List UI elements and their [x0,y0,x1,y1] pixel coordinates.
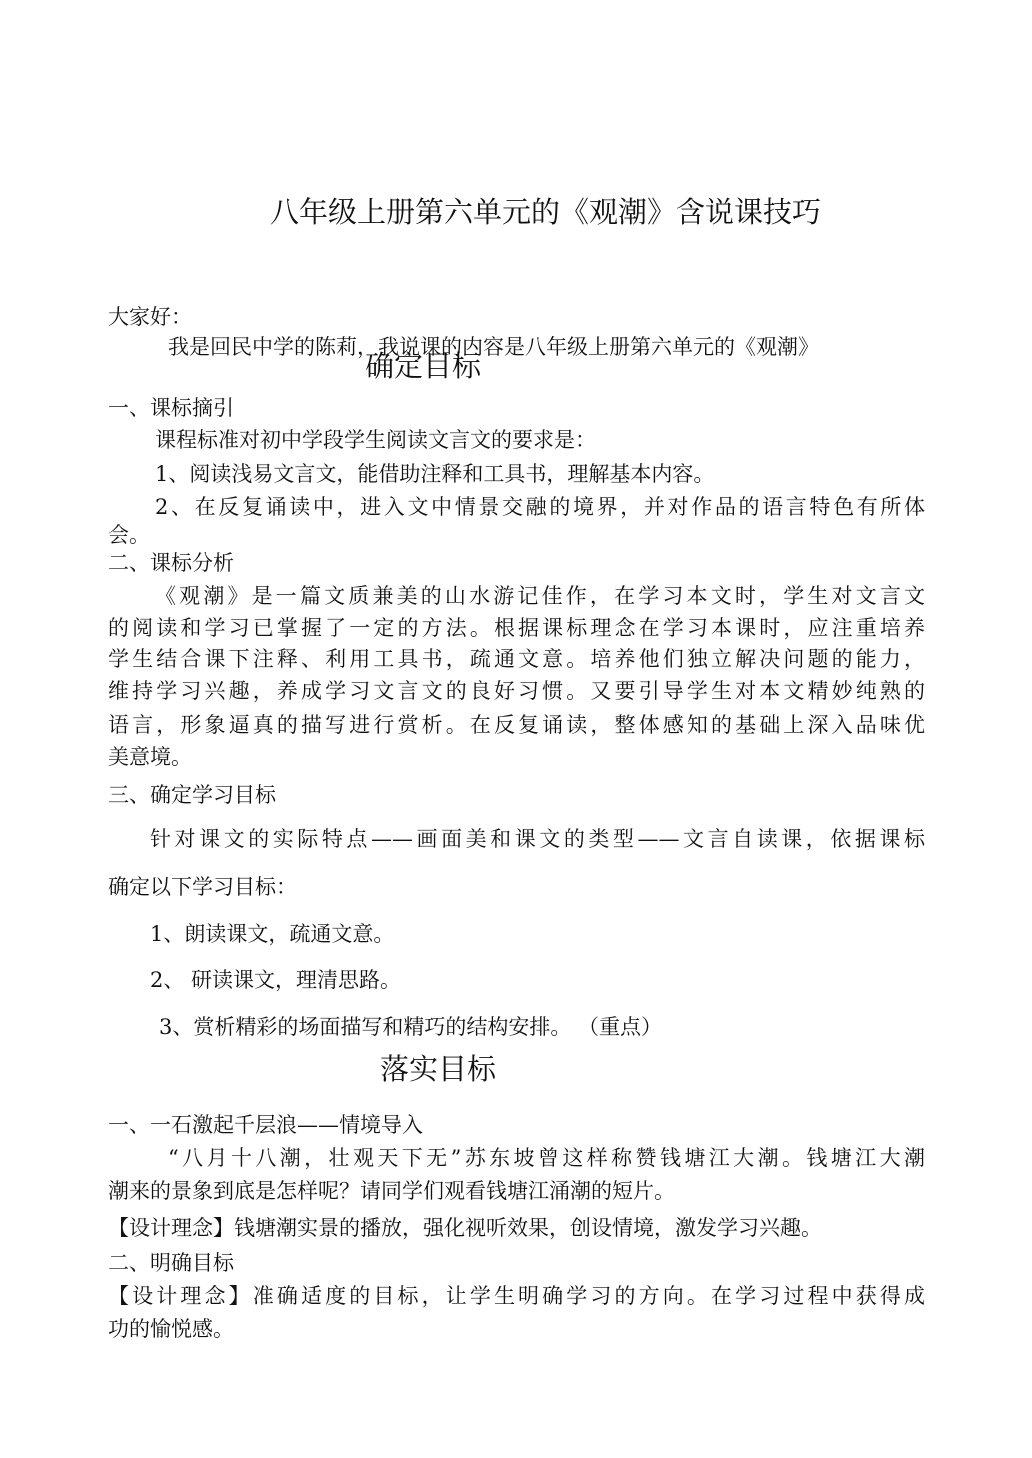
s3-goal-1: 1、朗读课文，疏通文意。 [150,922,395,946]
s2-title: 二、课标分析 [108,551,234,575]
s3-paragraph-line: 确定以下学习目标： [108,875,297,899]
s2-paragraph-line: 《观潮》是一篇文质兼美的山水游记佳作，在学习本文时，学生对文言文 [155,584,925,608]
greeting: 大家好： [108,305,192,329]
p1-text-line: “八月十八潮，壮观天下无”苏东坡曾这样称赞钱塘江大潮。钱塘江大潮 [168,1146,925,1170]
p1-title: 一、一石激起千层浪——情境导入 [108,1113,423,1137]
s1-title: 一、课标摘引 [108,396,234,420]
s1-item-1: 1、阅读浅易文言文，能借助注释和工具书，理解基本内容。 [155,462,715,486]
s3-paragraph-line: 针对课文的实际特点——画面美和课文的类型——文言自读课，依据课标 [150,827,925,851]
document-title: 八年级上册第六单元的《观潮》含说课技巧 [270,195,822,229]
p2-design-line: 功的愉悦感。 [108,1317,234,1341]
s3-goal-3: 3、赏析精彩的场面描写和精巧的结构安排。 （重点） [159,1015,663,1039]
p2-design-line: 【设计理念】准确适度的目标，让学生明确学习的方向。在学习过程中获得成 [108,1284,925,1308]
p1-design-note: 【设计理念】钱塘潮实景的播放，强化视听效果，创设情境，激发学习兴趣。 [108,1216,822,1240]
section-heading-goals: 确定目标 [365,349,482,383]
s1-lead: 课程标准对初中学段学生阅读文言文的要求是： [155,428,596,452]
s2-paragraph-line: 美意境。 [108,745,192,769]
section-heading-implementation: 落实目标 [380,1052,497,1086]
p2-title: 二、明确目标 [108,1251,234,1275]
s1-item-2-line-a: 2、在反复诵读中，进入文中情景交融的境界，并对作品的语言特色有所体 [155,495,925,519]
intro-line: 我是回民中学的陈莉，我说课的内容是八年级上册第六单元的《观潮》 [168,335,819,359]
p1-text-line: 潮来的景象到底是怎样呢？请同学们观看钱塘江涌潮的短片。 [108,1179,675,1203]
s2-paragraph-line: 学生结合课下注释、利用工具书，疏通文意。培养他们独立解决问题的能力， [108,647,925,671]
s2-paragraph-line: 的阅读和学习已掌握了一定的方法。根据课标理念在学习本课时，应注重培养 [108,616,925,640]
s3-title: 三、确定学习目标 [108,783,276,807]
s2-paragraph-line: 维持学习兴趣，养成学习文言文的良好习惯。又要引导学生对本文精妙纯熟的 [108,679,925,703]
s1-item-2-line-b: 会。 [108,523,150,547]
s2-paragraph-line: 语言，形象逼真的描写进行赏析。在反复诵读，整体感知的基础上深入品味优 [108,713,925,737]
s3-goal-2: 2、 研读课文，理清思路。 [150,968,402,992]
